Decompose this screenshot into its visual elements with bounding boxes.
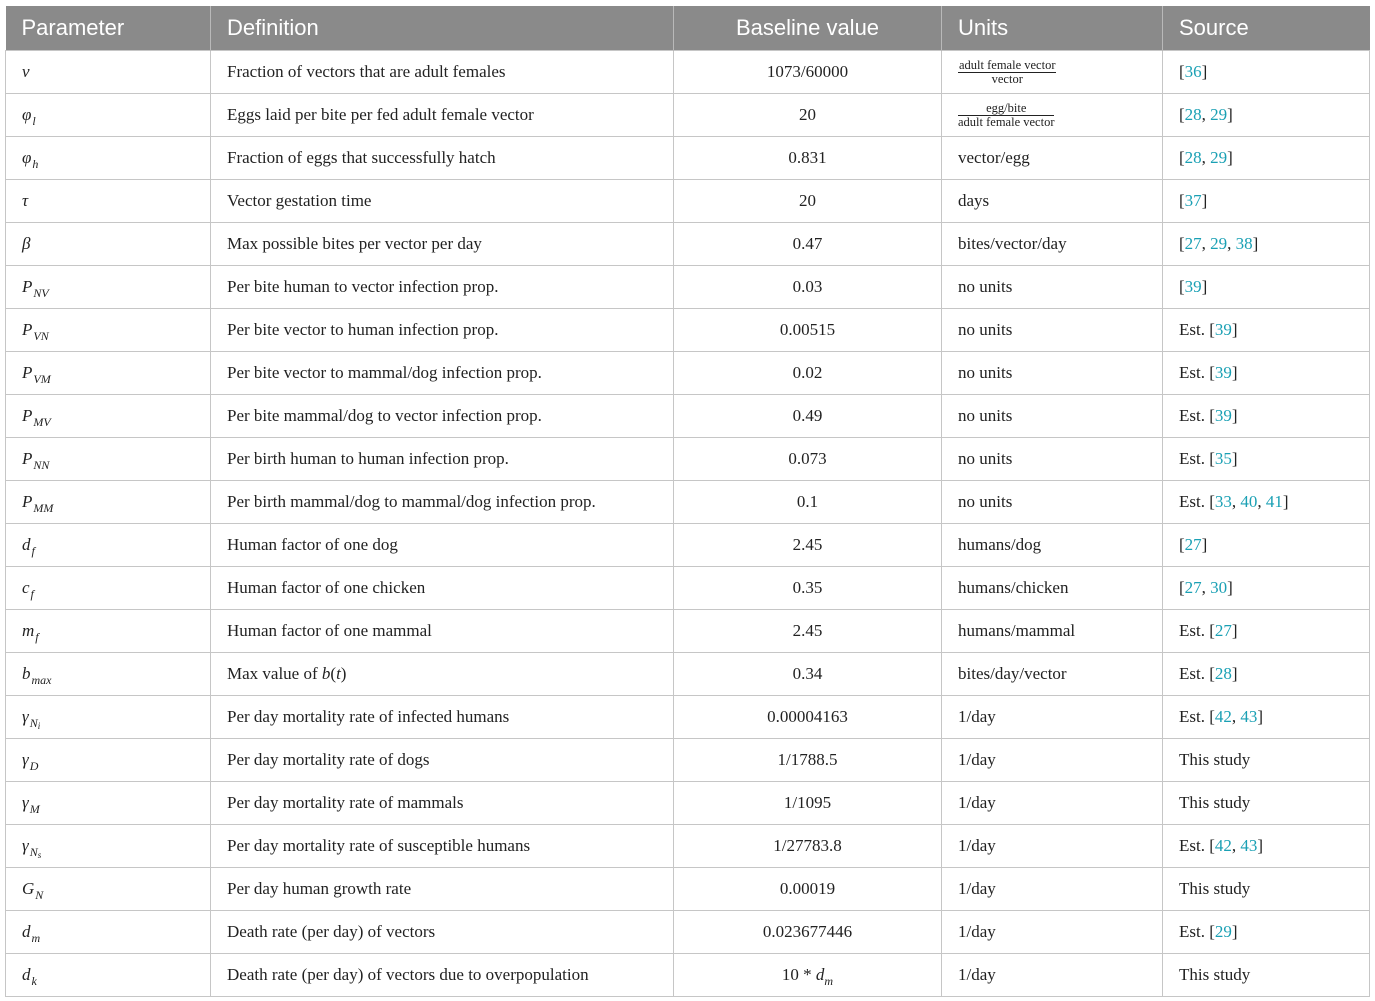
- units-cell: [942, 266, 1163, 309]
- units-text: 1/day: [958, 707, 996, 726]
- units-cell: [942, 94, 1163, 137]
- parameter-symbol: b: [22, 664, 31, 683]
- source-cell: [39]: [1163, 266, 1370, 309]
- parameter-subscript: f: [30, 587, 34, 601]
- units-text: no units: [958, 277, 1013, 296]
- source-prefix: Est.: [1179, 320, 1210, 339]
- definition-text: Max value of: [227, 664, 322, 683]
- source-text: This study: [1179, 750, 1251, 769]
- units-text: no units: [958, 406, 1013, 425]
- units-cell: [942, 696, 1163, 739]
- source-cell: [36]: [1163, 51, 1370, 94]
- source-cell: [28, 29]: [1163, 94, 1370, 137]
- definition-text: (: [330, 664, 337, 683]
- units-cell: [942, 524, 1163, 567]
- parameter-subscript: Ns: [29, 845, 42, 860]
- reference-link: 39: [1214, 406, 1232, 425]
- baseline-value-cell: [674, 567, 942, 610]
- reference-link: 43: [1240, 707, 1258, 726]
- source-text: This study: [1179, 879, 1251, 898]
- source-prefix: Est.: [1179, 922, 1210, 941]
- parameter-symbol: τ: [22, 191, 29, 210]
- units-cell: [942, 868, 1163, 911]
- units-text: no units: [958, 492, 1013, 511]
- source-cell: Est. [35]: [1163, 438, 1370, 481]
- parameter-cell: [6, 481, 211, 524]
- parameter-symbol: γ: [22, 836, 29, 855]
- definition-cell: [211, 438, 674, 481]
- definition-cell: [211, 266, 674, 309]
- table-row: [6, 438, 1370, 481]
- source-cell: Est. [27]: [1163, 610, 1370, 653]
- units-text: no units: [958, 363, 1013, 382]
- source-prefix: Est.: [1179, 406, 1210, 425]
- units-cell: [942, 739, 1163, 782]
- baseline-value: 1/1095: [783, 793, 832, 812]
- baseline-value: 0.00019: [779, 879, 836, 898]
- source-cell: [27]: [1163, 524, 1370, 567]
- parameter-subscript: MV: [33, 415, 51, 429]
- reference-link: 33: [1214, 492, 1232, 511]
- parameter-symbol: P: [22, 277, 33, 296]
- reference-link: 30: [1210, 578, 1228, 597]
- reference-link: 36: [1184, 62, 1202, 81]
- reference-link: 29: [1210, 148, 1228, 167]
- baseline-value: 1073/60000: [766, 62, 849, 81]
- baseline-value-cell: [674, 395, 942, 438]
- reference-link: 42: [1214, 707, 1232, 726]
- parameter-subscript: f: [35, 630, 39, 644]
- table-row: [6, 266, 1370, 309]
- baseline-value: 0.47: [792, 234, 823, 253]
- source-cell: Est. [33, 40, 41]: [1163, 481, 1370, 524]
- units-numerator: egg/bite: [958, 102, 1054, 116]
- parameter-cell: [6, 524, 211, 567]
- units-text: no units: [958, 449, 1013, 468]
- header-source: Source: [1163, 6, 1370, 51]
- source-prefix: Est.: [1179, 836, 1210, 855]
- definition-text: Per day mortality rate of infected humans: [227, 707, 510, 726]
- parameter-cell: [6, 180, 211, 223]
- baseline-value: 0.00515: [779, 320, 836, 339]
- definition-text: Human factor of one chicken: [227, 578, 426, 597]
- units-text: 1/day: [958, 922, 996, 941]
- parameter-cell: [6, 266, 211, 309]
- definition-text: Fraction of eggs that successfully hatch: [227, 148, 496, 167]
- definition-text: Vector gestation time: [227, 191, 372, 210]
- table-row: [6, 223, 1370, 266]
- source-cell: [28, 29]: [1163, 137, 1370, 180]
- units-denominator: adult female vector: [958, 114, 1055, 129]
- definition-cell: [211, 782, 674, 825]
- parameter-symbol: m: [22, 621, 35, 640]
- definition-cell: [211, 696, 674, 739]
- units-cell: [942, 825, 1163, 868]
- parameter-subscript: D: [29, 759, 39, 773]
- source-cell: Est. [29]: [1163, 911, 1370, 954]
- baseline-value: 10 *: [781, 965, 816, 984]
- units-cell: [942, 481, 1163, 524]
- definition-text: Per birth mammal/dog to mammal/dog infection prop.: [227, 492, 596, 511]
- parameter-subscript: N: [35, 888, 44, 902]
- baseline-value-cell: [674, 524, 942, 567]
- baseline-value-cell: [674, 438, 942, 481]
- baseline-value-cell: [674, 653, 942, 696]
- table-row: [6, 567, 1370, 610]
- table-row: [6, 782, 1370, 825]
- baseline-value-cell: [674, 954, 942, 997]
- baseline-value-cell: [674, 481, 942, 524]
- source-cell: [1163, 954, 1370, 997]
- parameter-cell: [6, 438, 211, 481]
- definition-cell: [211, 395, 674, 438]
- header-definition: Definition: [211, 6, 674, 51]
- definition-cell: [211, 137, 674, 180]
- parameter-cell: [6, 696, 211, 739]
- parameter-symbol: P: [22, 363, 33, 382]
- units-fraction: [958, 59, 1056, 86]
- source-text: This study: [1179, 793, 1251, 812]
- reference-link: 27: [1184, 535, 1202, 554]
- table-row: [6, 137, 1370, 180]
- parameter-cell: [6, 911, 211, 954]
- parameter-symbol: P: [22, 492, 33, 511]
- table-row: [6, 524, 1370, 567]
- definition-italic: t: [336, 664, 341, 683]
- baseline-value-cell: [674, 868, 942, 911]
- reference-link: 29: [1210, 105, 1228, 124]
- baseline-value-symbol: d: [815, 965, 825, 984]
- definition-text: Per bite vector to human infection prop.: [227, 320, 499, 339]
- baseline-value: 1/27783.8: [773, 836, 842, 855]
- definition-cell: [211, 352, 674, 395]
- reference-link: 42: [1214, 836, 1232, 855]
- parameter-subscript: max: [31, 673, 52, 687]
- definition-cell: [211, 51, 674, 94]
- source-prefix: Est.: [1179, 449, 1210, 468]
- baseline-value-cell: [674, 825, 942, 868]
- definition-text: Max possible bites per vector per day: [227, 234, 482, 253]
- parameter-subscript: Ni: [29, 716, 41, 731]
- reference-link: 27: [1184, 234, 1202, 253]
- units-cell: [942, 782, 1163, 825]
- parameter-symbol: d: [22, 965, 31, 984]
- table-header-row: [6, 6, 1370, 51]
- definition-cell: [211, 309, 674, 352]
- definition-text: Per bite vector to mammal/dog infection prop.: [227, 363, 542, 382]
- units-cell: [942, 954, 1163, 997]
- table-row: [6, 481, 1370, 524]
- source-cell: [37]: [1163, 180, 1370, 223]
- baseline-value-cell: [674, 137, 942, 180]
- table-row: [6, 954, 1370, 997]
- reference-link: 28: [1184, 148, 1202, 167]
- reference-link: 41: [1265, 492, 1283, 511]
- reference-link: 27: [1184, 578, 1202, 597]
- baseline-value: 0.02: [792, 363, 823, 382]
- parameter-symbol: d: [22, 922, 31, 941]
- table-row: [6, 825, 1370, 868]
- table-row: [6, 610, 1370, 653]
- parameter-cell: [6, 825, 211, 868]
- parameter-cell: [6, 610, 211, 653]
- table-row: [6, 653, 1370, 696]
- units-text: no units: [958, 320, 1013, 339]
- parameter-symbol: G: [22, 879, 35, 898]
- units-numerator: adult female vector: [959, 57, 1056, 72]
- baseline-value: 0.073: [788, 449, 827, 468]
- parameter-cell: [6, 352, 211, 395]
- baseline-value-subscript: m: [824, 974, 834, 988]
- units-cell: [942, 567, 1163, 610]
- definition-cell: [211, 524, 674, 567]
- baseline-value: 0.00004163: [767, 707, 848, 726]
- definition-text: Per birth human to human infection prop.: [227, 449, 509, 468]
- table-row: [6, 309, 1370, 352]
- definition-cell: [211, 94, 674, 137]
- source-prefix: Est.: [1179, 707, 1210, 726]
- definition-cell: [211, 739, 674, 782]
- units-cell: [942, 610, 1163, 653]
- units-text: 1/day: [958, 836, 996, 855]
- source-cell: Est. [42, 43]: [1163, 825, 1370, 868]
- baseline-value-cell: [674, 696, 942, 739]
- baseline-value: 0.34: [792, 664, 823, 683]
- definition-text: ): [340, 664, 347, 683]
- source-prefix: Est.: [1179, 621, 1210, 640]
- units-cell: [942, 223, 1163, 266]
- parameter-subscript: f: [31, 544, 35, 558]
- parameter-symbol: P: [22, 320, 33, 339]
- definition-text: Per bite human to vector infection prop.: [227, 277, 499, 296]
- source-cell: Est. [39]: [1163, 309, 1370, 352]
- definition-text: Human factor of one mammal: [227, 621, 432, 640]
- parameter-symbol: d: [22, 535, 31, 554]
- reference-link: 40: [1240, 492, 1258, 511]
- parameter-subscript: m: [31, 931, 41, 945]
- units-text: bites/day/vector: [958, 664, 1067, 683]
- parameter-subscript: VM: [33, 372, 51, 386]
- units-cell: [942, 51, 1163, 94]
- source-cell: Est. [39]: [1163, 395, 1370, 438]
- baseline-value: 0.023677446: [762, 922, 853, 941]
- definition-text: Death rate (per day) of vectors due to overpopulation: [227, 965, 589, 984]
- definition-cell: [211, 223, 674, 266]
- baseline-value: 1/1788.5: [777, 750, 838, 769]
- reference-link: 37: [1184, 191, 1202, 210]
- definition-text: Per day human growth rate: [227, 879, 412, 898]
- baseline-value-cell: [674, 610, 942, 653]
- units-cell: [942, 137, 1163, 180]
- parameter-cell: [6, 954, 211, 997]
- source-cell: [1163, 782, 1370, 825]
- source-prefix: Est.: [1179, 664, 1210, 683]
- baseline-value-cell: [674, 309, 942, 352]
- header-parameter: Parameter: [6, 6, 211, 51]
- baseline-value: 2.45: [792, 621, 823, 640]
- reference-link: 28: [1214, 664, 1232, 683]
- baseline-value: 20: [799, 191, 816, 210]
- parameter-subscript: MM: [33, 501, 54, 515]
- units-text: 1/day: [958, 750, 996, 769]
- baseline-value-cell: [674, 266, 942, 309]
- units-cell: [942, 911, 1163, 954]
- units-text: vector/egg: [958, 148, 1030, 167]
- units-cell: [942, 653, 1163, 696]
- source-cell: Est. [28]: [1163, 653, 1370, 696]
- parameter-cell: [6, 223, 211, 266]
- reference-link: 29: [1214, 922, 1232, 941]
- baseline-value: 0.49: [792, 406, 823, 425]
- units-text: 1/day: [958, 879, 996, 898]
- source-cell: [1163, 868, 1370, 911]
- definition-text: Per day mortality rate of susceptible humans: [227, 836, 531, 855]
- units-cell: [942, 438, 1163, 481]
- parameter-symbol: γ: [22, 707, 29, 726]
- parameter-symbol: P: [22, 406, 33, 425]
- parameter-cell: [6, 94, 211, 137]
- reference-link: 39: [1214, 320, 1232, 339]
- table-row: [6, 395, 1370, 438]
- definition-cell: [211, 481, 674, 524]
- units-fraction: [958, 102, 1054, 129]
- header-baseline-value: Baseline value: [674, 6, 942, 51]
- parameter-subscript: VN: [33, 329, 49, 343]
- parameter-subscript: M: [29, 802, 40, 816]
- parameter-symbol: γ: [22, 750, 29, 769]
- parameter-cell: [6, 567, 211, 610]
- definition-text: Fraction of vectors that are adult females: [227, 62, 506, 81]
- units-cell: [942, 352, 1163, 395]
- parameter-cell: [6, 653, 211, 696]
- parameter-cell: [6, 137, 211, 180]
- baseline-value: 2.45: [792, 535, 823, 554]
- source-prefix: Est.: [1179, 363, 1210, 382]
- definition-text: Death rate (per day) of vectors: [227, 922, 436, 941]
- parameter-subsubscript: i: [37, 721, 41, 731]
- source-cell: Est. [42, 43]: [1163, 696, 1370, 739]
- parameter-cell: [6, 395, 211, 438]
- definition-cell: [211, 610, 674, 653]
- definition-text: Eggs laid per bite per fed adult female vector: [227, 105, 534, 124]
- table-row: [6, 51, 1370, 94]
- reference-link: 29: [1210, 234, 1228, 253]
- units-cell: [942, 309, 1163, 352]
- reference-link: 38: [1235, 234, 1253, 253]
- table-row: [6, 868, 1370, 911]
- definition-cell: [211, 868, 674, 911]
- table-row: [6, 180, 1370, 223]
- parameter-symbol: β: [22, 234, 31, 253]
- reference-link: 39: [1214, 363, 1232, 382]
- parameter-cell: [6, 739, 211, 782]
- baseline-value-cell: [674, 782, 942, 825]
- units-text: humans/dog: [958, 535, 1042, 554]
- units-text: 1/day: [958, 965, 996, 984]
- baseline-value: 20: [799, 105, 816, 124]
- table-row: [6, 696, 1370, 739]
- baseline-value-cell: [674, 94, 942, 137]
- units-text: days: [958, 191, 990, 210]
- baseline-value-cell: [674, 739, 942, 782]
- parameter-symbol: P: [22, 449, 33, 468]
- parameter-subscript: NV: [33, 286, 49, 300]
- source-cell: [1163, 739, 1370, 782]
- parameter-symbol: c: [22, 578, 30, 597]
- definition-cell: [211, 180, 674, 223]
- parameter-symbol: ν: [22, 62, 30, 81]
- definition-italic: b: [321, 664, 331, 683]
- parameter-symbol: φ: [22, 148, 32, 167]
- source-cell: [27, 30]: [1163, 567, 1370, 610]
- table-row: [6, 94, 1370, 137]
- parameter-table: [5, 6, 1370, 997]
- parameter-cell: [6, 51, 211, 94]
- units-cell: [942, 180, 1163, 223]
- definition-text: Per day mortality rate of mammals: [227, 793, 464, 812]
- units-denominator: vector: [991, 71, 1023, 86]
- units-text: humans/mammal: [958, 621, 1076, 640]
- parameter-symbol: γ: [22, 793, 29, 812]
- parameter-subsubscript: s: [37, 850, 42, 860]
- units-text: bites/vector/day: [958, 234, 1067, 253]
- baseline-value-cell: [674, 51, 942, 94]
- definition-cell: [211, 653, 674, 696]
- table-row: [6, 352, 1370, 395]
- definition-text: Per bite mammal/dog to vector infection prop.: [227, 406, 542, 425]
- header-units: Units: [942, 6, 1163, 51]
- reference-link: 28: [1184, 105, 1202, 124]
- baseline-value-cell: [674, 180, 942, 223]
- parameter-symbol: φ: [22, 105, 32, 124]
- source-prefix: Est.: [1179, 492, 1210, 511]
- parameter-subscript: NN: [33, 458, 50, 472]
- source-cell: [27, 29, 38]: [1163, 223, 1370, 266]
- source-text: This study: [1179, 965, 1251, 984]
- parameter-subscript: l: [32, 114, 36, 128]
- baseline-value: 0.831: [788, 148, 827, 167]
- reference-link: 27: [1214, 621, 1232, 640]
- definition-cell: [211, 567, 674, 610]
- reference-link: 39: [1184, 277, 1202, 296]
- baseline-value: 0.35: [792, 578, 823, 597]
- baseline-value: 0.03: [792, 277, 823, 296]
- table-row: [6, 739, 1370, 782]
- definition-text: Human factor of one dog: [227, 535, 398, 554]
- parameter-subscript: k: [31, 974, 37, 988]
- definition-cell: [211, 911, 674, 954]
- parameter-subscript: h: [32, 157, 39, 171]
- baseline-value-cell: [674, 911, 942, 954]
- source-cell: Est. [39]: [1163, 352, 1370, 395]
- definition-cell: [211, 954, 674, 997]
- reference-link: 35: [1214, 449, 1232, 468]
- parameter-cell: [6, 782, 211, 825]
- definition-cell: [211, 825, 674, 868]
- baseline-value: 0.1: [796, 492, 819, 511]
- definition-text: Per day mortality rate of dogs: [227, 750, 430, 769]
- units-text: humans/chicken: [958, 578, 1069, 597]
- baseline-value-cell: [674, 223, 942, 266]
- reference-link: 43: [1240, 836, 1258, 855]
- parameter-cell: [6, 868, 211, 911]
- units-cell: [942, 395, 1163, 438]
- baseline-value-cell: [674, 352, 942, 395]
- parameter-cell: [6, 309, 211, 352]
- units-text: 1/day: [958, 793, 996, 812]
- table-row: [6, 911, 1370, 954]
